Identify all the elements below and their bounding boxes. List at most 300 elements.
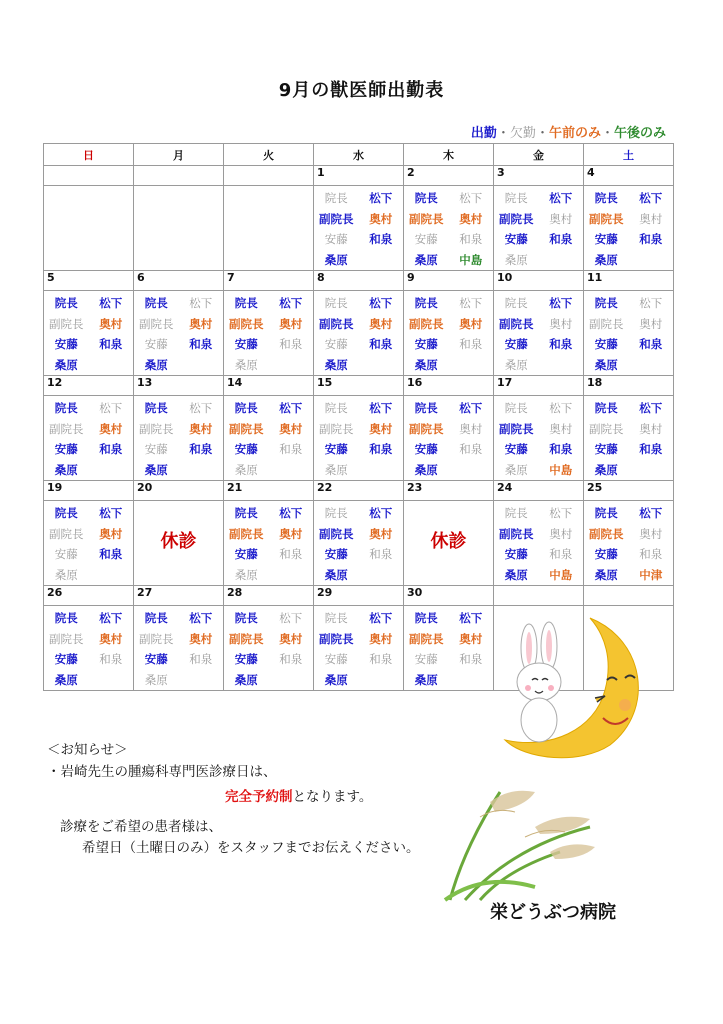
- day-number: [584, 586, 674, 606]
- day-number: [224, 166, 314, 186]
- staff-entry: 和泉: [369, 337, 393, 351]
- staff-entry: 和泉: [369, 442, 393, 456]
- day-cell: [404, 186, 494, 271]
- staff-entry: 和泉: [189, 337, 213, 351]
- staff-entry: 院長: [324, 296, 348, 310]
- staff-entry: 副院長: [319, 211, 354, 226]
- day-number: 30: [404, 586, 494, 606]
- staff-entry: 副院長: [229, 526, 264, 541]
- staff-entry: 和泉: [99, 547, 123, 561]
- hospital-name: 栄どうぶつ病院: [490, 902, 616, 923]
- staff-entry: 安藤: [324, 442, 348, 456]
- day-cell: [44, 291, 134, 376]
- staff-entry: 松下: [459, 611, 483, 625]
- day-number: 8: [314, 271, 404, 291]
- staff-entry: 奥村: [189, 631, 213, 646]
- staff-entry: 松下: [549, 401, 573, 415]
- staff-entry: 安藤: [504, 232, 528, 246]
- schedule-row: [44, 501, 674, 586]
- staff-entry: 桑原: [504, 462, 528, 477]
- weekday-header: 月: [134, 144, 224, 166]
- day-number: [494, 586, 584, 606]
- staff-entry: 奥村: [189, 316, 213, 331]
- page-title: 9月の獣医師出勤表: [278, 80, 445, 101]
- staff-entry: 桑原: [324, 252, 348, 267]
- staff-entry: 安藤: [414, 652, 438, 666]
- staff-entry: 中島: [459, 252, 483, 267]
- day-number: 4: [584, 166, 674, 186]
- day-cell: [224, 186, 314, 271]
- rabbit-head: [517, 663, 561, 701]
- staff-entry: 院長: [414, 401, 438, 415]
- day-number: 22: [314, 481, 404, 501]
- date-row: [44, 481, 674, 501]
- staff-entry: 院長: [324, 191, 348, 205]
- staff-entry: 院長: [504, 401, 528, 415]
- staff-entry: 松下: [639, 401, 663, 415]
- day-number: 16: [404, 376, 494, 396]
- day-cell: [494, 396, 584, 481]
- staff-entry: 安藤: [414, 337, 438, 351]
- staff-entry: 松下: [369, 401, 393, 415]
- staff-entry: 副院長: [319, 526, 354, 541]
- staff-entry: 桑原: [54, 462, 78, 477]
- day-cell: [314, 606, 404, 691]
- staff-entry: 副院長: [499, 526, 534, 541]
- staff-entry: 和泉: [639, 547, 663, 561]
- staff-entry: 奥村: [639, 316, 663, 331]
- schedule-row: [44, 396, 674, 481]
- weekday-header: 土: [584, 144, 674, 166]
- day-cell: [584, 186, 674, 271]
- staff-entry: 桑原: [234, 357, 258, 372]
- staff-entry: 副院長: [409, 631, 444, 646]
- staff-entry: 桑原: [594, 462, 618, 477]
- staff-entry: 奥村: [279, 316, 303, 331]
- staff-entry: 奥村: [459, 211, 483, 226]
- staff-entry: 副院長: [319, 421, 354, 436]
- staff-entry: 和泉: [549, 337, 573, 351]
- day-cell: [404, 291, 494, 376]
- day-number: 14: [224, 376, 314, 396]
- day-cell: [404, 606, 494, 691]
- staff-entry: 安藤: [234, 442, 258, 456]
- staff-entry: 安藤: [144, 442, 168, 456]
- staff-entry: 和泉: [99, 337, 123, 351]
- day-cell: [584, 291, 674, 376]
- date-row: [44, 166, 674, 186]
- staff-entry: 安藤: [54, 547, 78, 561]
- staff-entry: 奥村: [369, 631, 393, 646]
- staff-entry: 安藤: [504, 442, 528, 456]
- notice-line: 診療をご希望の患者様は、: [60, 819, 222, 835]
- staff-entry: 和泉: [549, 232, 573, 246]
- staff-entry: 副院長: [499, 211, 534, 226]
- staff-entry: 院長: [234, 296, 258, 310]
- staff-entry: 副院長: [409, 316, 444, 331]
- staff-entry: 院長: [594, 296, 618, 310]
- staff-entry: 桑原: [144, 672, 168, 687]
- staff-entry: 院長: [504, 506, 528, 520]
- day-number: 6: [134, 271, 224, 291]
- staff-entry: 安藤: [414, 232, 438, 246]
- staff-entry: 副院長: [139, 631, 174, 646]
- staff-entry: 院長: [594, 401, 618, 415]
- staff-entry: 院長: [504, 191, 528, 205]
- staff-entry: 安藤: [504, 337, 528, 351]
- staff-entry: 桑原: [144, 462, 168, 477]
- staff-entry: 副院長: [139, 421, 174, 436]
- staff-entry: 松下: [189, 296, 213, 310]
- staff-entry: 和泉: [369, 547, 393, 561]
- staff-entry: 院長: [324, 506, 348, 520]
- day-cell: [404, 396, 494, 481]
- staff-entry: 桑原: [594, 567, 618, 582]
- staff-entry: 安藤: [234, 652, 258, 666]
- weekday-header-row: [44, 144, 674, 166]
- day-cell: [404, 501, 494, 586]
- staff-entry: 桑原: [414, 672, 438, 687]
- staff-entry: 松下: [639, 296, 663, 310]
- weekday-header: 木: [404, 144, 494, 166]
- staff-entry: 松下: [369, 611, 393, 625]
- staff-entry: 和泉: [279, 547, 303, 561]
- staff-entry: 松下: [279, 401, 303, 415]
- staff-entry: 和泉: [459, 337, 483, 351]
- staff-entry: 副院長: [319, 316, 354, 331]
- staff-entry: 安藤: [54, 652, 78, 666]
- staff-entry: 桑原: [54, 567, 78, 582]
- staff-entry: 中津: [639, 567, 663, 582]
- staff-entry: 安藤: [144, 337, 168, 351]
- staff-entry: 桑原: [414, 462, 438, 477]
- staff-entry: 松下: [99, 401, 123, 415]
- staff-entry: 副院長: [499, 316, 534, 331]
- day-number: 23: [404, 481, 494, 501]
- schedule-row: [44, 291, 674, 376]
- weekday-header: 金: [494, 144, 584, 166]
- day-number: [44, 166, 134, 186]
- legend-present: 出勤: [470, 126, 497, 141]
- staff-entry: 安藤: [234, 337, 258, 351]
- day-number: 10: [494, 271, 584, 291]
- staff-entry: 桑原: [234, 462, 258, 477]
- staff-entry: 和泉: [549, 547, 573, 561]
- staff-entry: 安藤: [54, 442, 78, 456]
- staff-entry: 和泉: [279, 442, 303, 456]
- staff-entry: 松下: [639, 191, 663, 205]
- staff-entry: 安藤: [594, 337, 618, 351]
- day-cell: [134, 291, 224, 376]
- staff-entry: 安藤: [144, 652, 168, 666]
- staff-entry: 奥村: [99, 421, 123, 436]
- staff-entry: 院長: [54, 401, 78, 415]
- staff-entry: 院長: [414, 611, 438, 625]
- staff-entry: 副院長: [589, 526, 624, 541]
- staff-entry: 安藤: [414, 442, 438, 456]
- day-cell: [44, 501, 134, 586]
- day-cell: [494, 291, 584, 376]
- staff-entry: 院長: [234, 401, 258, 415]
- staff-entry: 和泉: [99, 652, 123, 666]
- day-number: 21: [224, 481, 314, 501]
- day-cell: [224, 606, 314, 691]
- staff-entry: 桑原: [234, 567, 258, 582]
- staff-entry: 松下: [279, 611, 303, 625]
- reservation-only: 完全予約制: [225, 789, 293, 805]
- staff-entry: 桑原: [234, 672, 258, 687]
- staff-entry: 和泉: [279, 337, 303, 351]
- staff-entry: 副院長: [409, 421, 444, 436]
- schedule-calendar: [43, 143, 674, 691]
- date-row: [44, 376, 674, 396]
- day-number: 7: [224, 271, 314, 291]
- day-cell: [314, 186, 404, 271]
- staff-entry: 奥村: [369, 211, 393, 226]
- day-number: 5: [44, 271, 134, 291]
- staff-entry: 副院長: [49, 316, 84, 331]
- day-number: 19: [44, 481, 134, 501]
- staff-entry: 奥村: [279, 631, 303, 646]
- staff-entry: 奥村: [369, 316, 393, 331]
- staff-entry: 奥村: [459, 316, 483, 331]
- staff-entry: 和泉: [639, 442, 663, 456]
- staff-entry: 和泉: [99, 442, 123, 456]
- staff-entry: 院長: [504, 296, 528, 310]
- staff-entry: 院長: [54, 506, 78, 520]
- staff-entry: 奥村: [99, 316, 123, 331]
- staff-entry: 院長: [324, 611, 348, 625]
- staff-entry: 桑原: [324, 567, 348, 582]
- staff-entry: 安藤: [594, 232, 618, 246]
- staff-entry: 副院長: [319, 631, 354, 646]
- day-cell: [134, 606, 224, 691]
- staff-entry: 桑原: [144, 357, 168, 372]
- staff-entry: 院長: [594, 506, 618, 520]
- staff-entry: 桑原: [324, 462, 348, 477]
- staff-entry: 中島: [549, 462, 573, 477]
- staff-entry: 和泉: [459, 652, 483, 666]
- day-number: 24: [494, 481, 584, 501]
- staff-entry: 桑原: [504, 567, 528, 582]
- staff-entry: 奥村: [459, 631, 483, 646]
- day-number: 25: [584, 481, 674, 501]
- staff-entry: 桑原: [594, 357, 618, 372]
- day-cell: [584, 501, 674, 586]
- weekday-header: 日: [44, 144, 134, 166]
- day-cell: [314, 396, 404, 481]
- staff-entry: 奥村: [639, 526, 663, 541]
- day-number: 17: [494, 376, 584, 396]
- day-number: 26: [44, 586, 134, 606]
- day-number: 13: [134, 376, 224, 396]
- day-number: 11: [584, 271, 674, 291]
- staff-entry: 副院長: [409, 211, 444, 226]
- day-number: 29: [314, 586, 404, 606]
- staff-entry: 和泉: [279, 652, 303, 666]
- moon-cheek: [619, 699, 631, 711]
- staff-entry: 院長: [234, 611, 258, 625]
- staff-entry: 松下: [369, 191, 393, 205]
- legend-am-only: 午前のみ: [548, 126, 601, 141]
- staff-entry: 奥村: [549, 211, 573, 226]
- schedule-row: [44, 186, 674, 271]
- day-cell: [134, 501, 224, 586]
- day-number: 28: [224, 586, 314, 606]
- staff-entry: 院長: [144, 401, 168, 415]
- staff-entry: 松下: [549, 191, 573, 205]
- staff-entry: 桑原: [414, 357, 438, 372]
- day-cell: [224, 291, 314, 376]
- closed-label: 休診: [160, 531, 197, 552]
- moon-rabbit-illustration: [495, 610, 655, 760]
- staff-entry: 副院長: [499, 421, 534, 436]
- staff-entry: 松下: [189, 401, 213, 415]
- day-number: [134, 166, 224, 186]
- staff-entry: 奥村: [279, 526, 303, 541]
- staff-entry: 副院長: [139, 316, 174, 331]
- staff-entry: 松下: [369, 296, 393, 310]
- staff-entry: 安藤: [324, 232, 348, 246]
- staff-entry: 奥村: [549, 316, 573, 331]
- staff-entry: 院長: [594, 191, 618, 205]
- staff-entry: 副院長: [49, 526, 84, 541]
- staff-entry: 和泉: [639, 232, 663, 246]
- day-cell: [44, 186, 134, 271]
- day-number: 27: [134, 586, 224, 606]
- weekday-header: 火: [224, 144, 314, 166]
- staff-entry: 院長: [234, 506, 258, 520]
- staff-entry: 安藤: [504, 547, 528, 561]
- staff-entry: 和泉: [639, 337, 663, 351]
- staff-entry: 副院長: [229, 421, 264, 436]
- staff-entry: 奥村: [369, 421, 393, 436]
- staff-entry: 院長: [414, 296, 438, 310]
- staff-entry: 安藤: [54, 337, 78, 351]
- staff-entry: 和泉: [459, 232, 483, 246]
- day-number: 9: [404, 271, 494, 291]
- staff-entry: 松下: [369, 506, 393, 520]
- staff-entry: 奥村: [99, 631, 123, 646]
- legend-absent: 欠勤: [509, 126, 536, 141]
- staff-entry: 桑原: [54, 672, 78, 687]
- notice-line: 希望日（土曜日のみ）をスタッフまでお伝えください。: [82, 840, 420, 856]
- day-cell: [224, 501, 314, 586]
- staff-entry: 安藤: [324, 652, 348, 666]
- staff-entry: 桑原: [324, 672, 348, 687]
- day-number: 3: [494, 166, 584, 186]
- staff-entry: 奥村: [189, 421, 213, 436]
- staff-entry: 副院長: [229, 631, 264, 646]
- day-number: 1: [314, 166, 404, 186]
- staff-entry: 副院長: [589, 211, 624, 226]
- day-cell: [134, 396, 224, 481]
- staff-entry: 中島: [549, 567, 573, 582]
- closed-label: 休診: [430, 531, 467, 552]
- staff-entry: 奥村: [459, 421, 483, 436]
- staff-entry: 副院長: [589, 421, 624, 436]
- notice-line: 完全予約制となります。: [225, 789, 373, 805]
- day-number: 15: [314, 376, 404, 396]
- staff-entry: 松下: [99, 296, 123, 310]
- staff-entry: 副院長: [49, 421, 84, 436]
- day-cell: [224, 396, 314, 481]
- notice-heading: ＜お知らせ＞: [47, 742, 128, 758]
- staff-entry: 安藤: [324, 337, 348, 351]
- staff-entry: 院長: [54, 296, 78, 310]
- staff-entry: 松下: [639, 506, 663, 520]
- staff-entry: 副院長: [229, 316, 264, 331]
- day-cell: [44, 396, 134, 481]
- staff-entry: 桑原: [504, 357, 528, 372]
- day-number: 2: [404, 166, 494, 186]
- staff-entry: 桑原: [54, 357, 78, 372]
- pampas-grass-illustration: [440, 782, 620, 902]
- rabbit-body: [521, 698, 557, 742]
- staff-entry: 副院長: [49, 631, 84, 646]
- staff-entry: 院長: [324, 401, 348, 415]
- staff-entry: 松下: [459, 401, 483, 415]
- staff-entry: 奥村: [549, 421, 573, 436]
- staff-entry: 松下: [99, 506, 123, 520]
- staff-entry: 院長: [144, 611, 168, 625]
- staff-entry: 副院長: [589, 316, 624, 331]
- staff-entry: 安藤: [324, 547, 348, 561]
- staff-entry: 安藤: [594, 547, 618, 561]
- day-cell: [584, 396, 674, 481]
- staff-entry: 奥村: [639, 211, 663, 226]
- staff-entry: 院長: [414, 191, 438, 205]
- staff-entry: 奥村: [639, 421, 663, 436]
- staff-entry: 松下: [189, 611, 213, 625]
- date-row: [44, 586, 674, 606]
- staff-entry: 安藤: [594, 442, 618, 456]
- staff-entry: 桑原: [324, 357, 348, 372]
- staff-entry: 奥村: [279, 421, 303, 436]
- day-cell: [44, 606, 134, 691]
- staff-entry: 桑原: [594, 252, 618, 267]
- staff-entry: 和泉: [189, 442, 213, 456]
- day-cell: [494, 501, 584, 586]
- staff-entry: 松下: [279, 296, 303, 310]
- staff-entry: 院長: [54, 611, 78, 625]
- staff-entry: 奥村: [99, 526, 123, 541]
- day-number: 20: [134, 481, 224, 501]
- day-cell: [134, 186, 224, 271]
- staff-entry: 桑原: [504, 252, 528, 267]
- staff-entry: 松下: [99, 611, 123, 625]
- staff-entry: 和泉: [189, 652, 213, 666]
- staff-entry: 和泉: [459, 442, 483, 456]
- staff-entry: 和泉: [369, 652, 393, 666]
- day-cell: [314, 291, 404, 376]
- notice-line: ・岩崎先生の腫瘍科専門医診療日は、: [47, 764, 277, 780]
- staff-entry: 安藤: [234, 547, 258, 561]
- staff-entry: 奥村: [369, 526, 393, 541]
- day-number: 12: [44, 376, 134, 396]
- staff-entry: 和泉: [549, 442, 573, 456]
- day-cell: [494, 186, 584, 271]
- staff-entry: 院長: [144, 296, 168, 310]
- staff-entry: 桑原: [414, 252, 438, 267]
- staff-entry: 松下: [459, 191, 483, 205]
- date-row: [44, 271, 674, 291]
- legend-pm-only: 午後のみ: [613, 126, 666, 141]
- staff-entry: 松下: [549, 296, 573, 310]
- staff-entry: 奥村: [549, 526, 573, 541]
- staff-entry: 松下: [549, 506, 573, 520]
- day-number: 18: [584, 376, 674, 396]
